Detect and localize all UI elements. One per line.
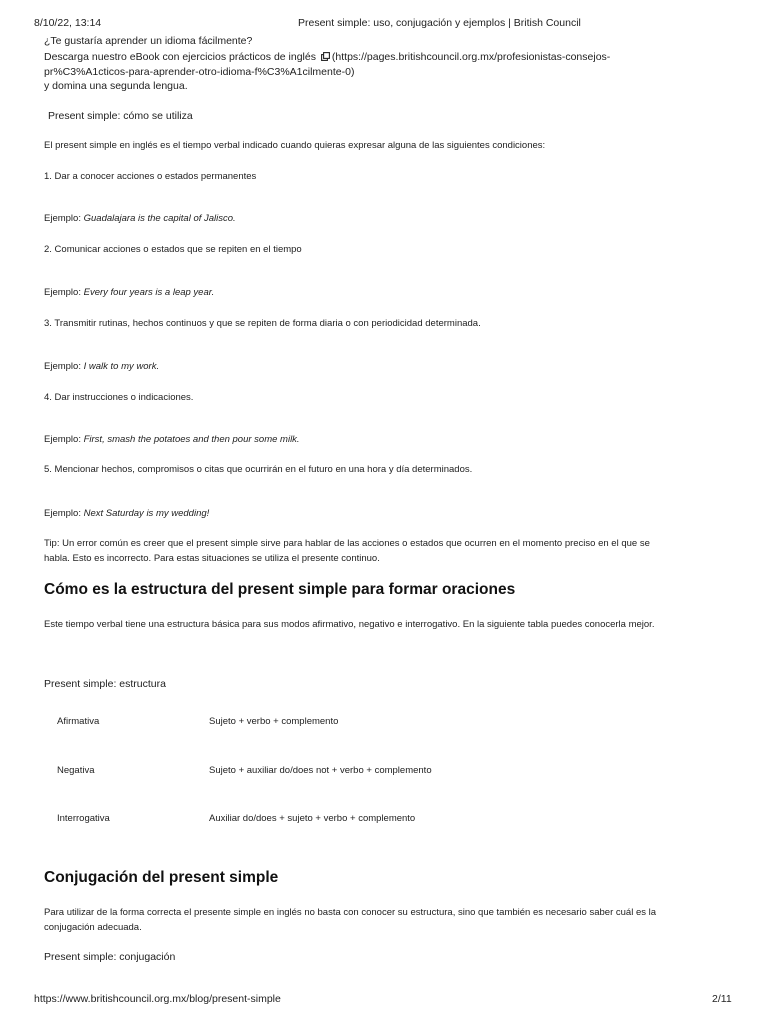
example-label: Ejemplo: bbox=[44, 508, 81, 519]
example-text: Next Saturday is my wedding! bbox=[83, 508, 210, 519]
structure-table-caption: Present simple: estructura bbox=[44, 678, 166, 690]
section-heading-uso: Present simple: cómo se utiliza bbox=[48, 110, 193, 122]
example-label: Ejemplo: bbox=[44, 287, 81, 298]
example-text: Every four years is a leap year. bbox=[83, 287, 215, 298]
example-4 bbox=[44, 434, 300, 445]
print-datetime: 8/10/22, 13:14 bbox=[34, 17, 102, 29]
example-text: First, smash the potatoes and then pour some milk. bbox=[83, 434, 300, 445]
print-footer-url: https://www.britishcouncil.org.mx/blog/present-simple bbox=[34, 993, 281, 1005]
table-cell-formula: Sujeto + auxiliar do/does not + verbo + complemento bbox=[209, 765, 432, 776]
conjugation-paragraph-line-1: Para utilizar de la forma correcta el presente simple en inglés no basta con conocer su estructura, sino que también es necesario saber cuál es la bbox=[44, 907, 657, 918]
example-label: Ejemplo: bbox=[44, 361, 81, 372]
conjugation-caption: Present simple: conjugación bbox=[44, 951, 176, 963]
use-item-1: 1. Dar a conocer acciones o estados permanentes bbox=[44, 171, 257, 182]
use-item-2: 2. Comunicar acciones o estados que se repiten en el tiempo bbox=[44, 244, 302, 255]
example-3 bbox=[44, 361, 159, 372]
promo-line-3: y domina una segunda lengua. bbox=[44, 80, 188, 92]
structure-heading: Cómo es la estructura del present simple para formar oraciones bbox=[44, 581, 516, 598]
use-item-5: 5. Mencionar hechos, compromisos o citas que ocurrirán en el futuro en una hora y día determinados. bbox=[44, 464, 473, 475]
external-link-icon[interactable] bbox=[321, 52, 330, 61]
tip-line-1: Tip: Un error común es creer que el present simple sirve para hablar de las acciones o estados que ocurren en el momento preciso en el que se bbox=[44, 538, 650, 549]
table-cell-mode: Interrogativa bbox=[57, 813, 110, 824]
print-page-number: 2/11 bbox=[712, 993, 732, 1005]
example-5 bbox=[44, 508, 209, 519]
table-cell-mode: Afirmativa bbox=[57, 716, 100, 727]
tip-line-2: habla. Esto es incorrecto. Para estas situaciones se utiliza el presente continuo. bbox=[44, 553, 380, 564]
use-item-3: 3. Transmitir rutinas, hechos continuos y que se repiten de forma diaria o con periodicidad determinada. bbox=[44, 318, 481, 329]
example-text: Guadalajara is the capital of Jalisco. bbox=[83, 213, 236, 224]
example-2 bbox=[44, 287, 214, 298]
promo-line-1 bbox=[44, 51, 610, 63]
intro-paragraph: El present simple en inglés es el tiempo verbal indicado cuando quieras expresar alguna de las siguientes condiciones: bbox=[44, 140, 546, 151]
promo-ebook-text: Descarga nuestro eBook con ejercicios prácticos de inglés bbox=[44, 51, 316, 63]
ebook-link-continuation[interactable] bbox=[44, 66, 354, 78]
ebook-link[interactable]: (https://pages.britishcouncil.org.mx/profesionistas-consejos- bbox=[331, 51, 611, 63]
table-cell-formula: Auxiliar do/does + sujeto + verbo + complemento bbox=[209, 813, 416, 824]
use-item-4: 4. Dar instrucciones o indicaciones. bbox=[44, 392, 194, 403]
example-text: I walk to my work. bbox=[83, 361, 160, 372]
conjugation-heading: Conjugación del present simple bbox=[44, 869, 279, 886]
example-label: Ejemplo: bbox=[44, 213, 81, 224]
table-cell-formula: Sujeto + verbo + complemento bbox=[209, 716, 339, 727]
example-label: Ejemplo: bbox=[44, 434, 81, 445]
promo-question: ¿Te gustaría aprender un idioma fácilmente? bbox=[44, 35, 253, 47]
structure-table bbox=[44, 700, 704, 840]
example-1 bbox=[44, 213, 236, 224]
table-cell-mode: Negativa bbox=[57, 765, 95, 776]
conjugation-paragraph-line-2: conjugación adecuada. bbox=[44, 922, 142, 933]
structure-intro: Este tiempo verbal tiene una estructura básica para sus modos afirmativo, negativo e interrogativo. En la siguiente tabla puedes conocerla mejor. bbox=[44, 619, 655, 630]
print-document-title: Present simple: uso, conjugación y ejemplos | British Council bbox=[298, 17, 581, 29]
ebook-link-part-2[interactable]: pr%C3%A1cticos-para-aprender-otro-idioma-f%C3%A1cilmente-0) bbox=[44, 66, 355, 78]
